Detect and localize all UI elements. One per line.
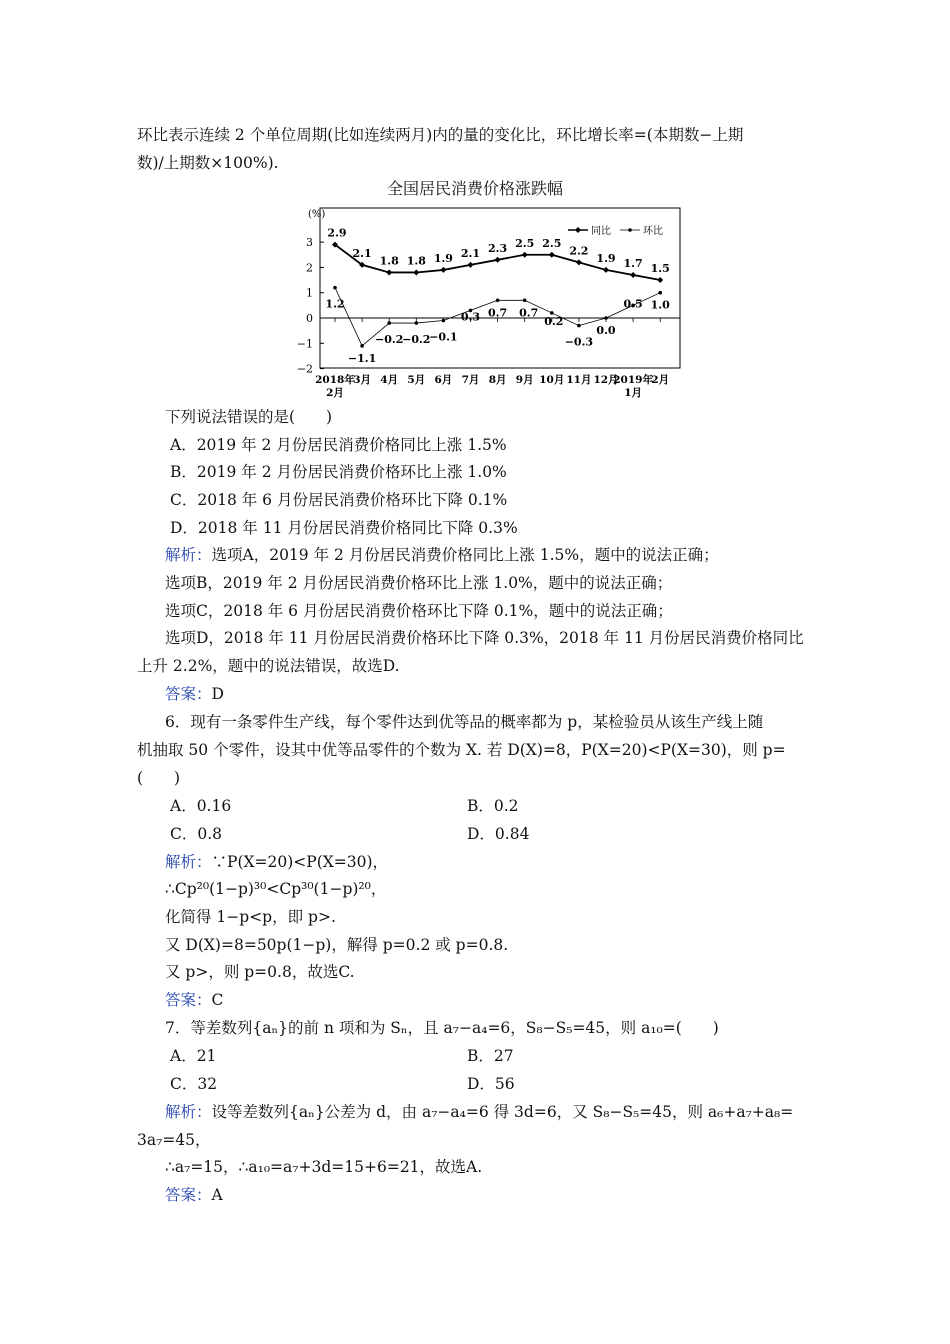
q7-analysis-text-1: 设等差数列{aₙ}公差为 d，由 a₇−a₄=6 得 3d=6，又 S₈−S₅=45，则 a₆+a₇+a₈= [211,1103,794,1121]
q5-analysis-3: 选项C，2018 年 6 月份居民消费价格环比下降 0.1%，题中的说法正确； [165,602,673,620]
series-yoy-data-label: 2.5 [542,236,562,250]
series-mom-point [577,324,581,328]
series-mom-data-label: −1.1 [347,351,377,365]
q7-analysis-3: ∴a₇=15，∴a₁₀=a₇+3d=15+6=21，故选A. [165,1158,483,1176]
q6-analysis-4: 又 D(X)=8=50p(1−p)，解得 p=0.2 或 p=0.8. [165,936,509,954]
series-mom-data-label: 0.3 [460,310,481,324]
x-tick-label: 3月 [353,374,372,386]
q5-answer-label: 答案： [165,685,212,703]
q6-option-d: D．0.84 [467,825,530,843]
series-mom-data-label: 0.2 [544,314,564,328]
q7-option-c: C．32 [170,1075,218,1093]
q7-answer-label: 答案： [165,1186,212,1204]
series-yoy-point [630,272,636,278]
q7-answer-value: A [211,1186,223,1204]
q6-option-a: A．0.16 [170,797,232,815]
q5-analysis-4: 选项D，2018 年 11 月份居民消费价格环比下降 0.3%，2018 年 11 月份居民消费价格同比 [165,629,804,647]
plot-frame [320,208,680,368]
q6-line-1: 6．现有一条零件生产线，每个零件达到优等品的概率都为 p，某检验员从该生产线上随 [165,713,764,731]
y-tick-label: 0 [306,312,313,325]
series-mom-data-label: 1.2 [325,297,345,311]
series-yoy-data-label: 2.1 [352,246,372,260]
series-yoy-data-label: 1.5 [650,262,670,276]
x-tick-label: 9月 [515,374,534,386]
series-yoy-point [522,252,528,258]
q6-analysis-text-1: ∵P(X=20)<P(X=30)， [211,853,389,871]
q6-option-b: B．0.2 [467,797,519,815]
series-yoy-data-label: 1.9 [433,251,453,265]
series-yoy-data-label: 1.9 [596,251,616,265]
q6-answer [165,989,223,1011]
q6-analysis-1 [165,851,388,873]
legend-mom-label: 环比 [643,226,663,237]
q5-analysis-text-1: 选项A，2019 年 2 月份居民消费价格同比上涨 1.5%，题中的说法正确； [211,546,719,564]
series-yoy-point [413,269,419,275]
series-yoy-point [468,262,474,268]
series-yoy-point [495,257,501,263]
x-tick-label: 2018年 [315,374,355,386]
series-mom-point [658,291,662,295]
intro-line-1: 环比表示连续 2 个单位周期(比如连续两月)内的量的变化比，环比增长率=(本期数−上期 [137,126,744,144]
series-yoy-point [440,267,446,273]
legend-mom-marker [628,228,632,232]
x-tick-label: 4月 [380,374,399,386]
q7-option-a: A．21 [170,1047,217,1065]
series-yoy-point [386,269,392,275]
legend-yoy-marker [575,227,581,233]
series-mom-data-label: 0.7 [488,306,508,320]
y-tick-label: 2 [306,261,313,275]
series-mom-data-label: 0.5 [623,297,643,311]
series-yoy-data-label: 1.8 [379,254,399,268]
y-axis-label: (%) [308,209,326,220]
y-tick-label: 3 [306,236,313,250]
q7-analysis-label: 解析： [165,1103,212,1121]
q5-option-c: C．2018 年 6 月份居民消费价格环比下降 0.1% [170,491,508,509]
series-mom-data-label: −0.2 [402,333,431,347]
series-mom-data-label: 0.7 [519,306,539,320]
series-yoy-data-label: 2.2 [569,244,589,258]
x-tick-label: 10月 [539,374,565,386]
y-tick-label: 1 [306,286,313,300]
x-tick-label: 5月 [407,374,426,386]
cpi-line-chart [0,0,950,410]
q6-answer-value: C [211,991,224,1009]
x-tick-label: 7月 [461,374,480,386]
q7-line-1: 7．等差数列{aₙ}的前 n 项和为 Sₙ，且 a₇−a₄=6，S₈−S₅=45，则 a₁₀=( ) [165,1019,719,1037]
q5-option-b: B．2019 年 2 月份居民消费价格环比上涨 1.0% [170,463,507,481]
q5-option-a: A．2019 年 2 月份居民消费价格同比上涨 1.5% [170,436,507,454]
q6-analysis-3: 化简得 1−p<p，即 p>. [165,908,336,926]
x-tick-label: 12月 [593,374,619,386]
q7-answer [165,1184,223,1206]
x-tick-label: 2月 [651,374,670,386]
y-tick-label: −2 [296,362,313,376]
series-mom-point [360,344,364,348]
series-mom-point [333,286,337,290]
q5-analysis-5: 上升 2.2%，题中的说法错误，故选D. [137,657,400,675]
chart-title: 全国居民消费价格涨跌幅 [386,179,563,198]
q6-analysis-2: ∴Cp²⁰(1−p)³⁰<Cp³⁰(1−p)²⁰， [165,880,387,898]
q7-option-d: D．56 [467,1075,515,1093]
q5-analysis-2: 选项B，2019 年 2 月份居民消费价格环比上涨 1.0%，题中的说法正确； [165,574,673,592]
q6-analysis-5: 又 p>，则 p=0.8，故选C. [165,963,355,981]
series-yoy-data-label: 1.8 [406,254,426,268]
q7-analysis-2: 3a₇=45， [137,1131,211,1149]
q5-answer-value: D [211,685,224,703]
q6-analysis-label: 解析： [165,853,212,871]
x-tick-label: 2019年 [613,374,653,386]
q5-option-d: D．2018 年 11 月份居民消费价格同比下降 0.3% [170,519,518,537]
series-mom-data-label: 0.0 [596,324,616,337]
q6-answer-label: 答案： [165,991,212,1009]
series-mom-point [523,298,527,302]
q6-option-c: C．0.8 [170,825,223,843]
series-layer [325,227,670,365]
q7-analysis-1 [165,1101,793,1123]
x-tick-label: 11月 [566,374,592,386]
intro-line-2: 数)/上期数×100%). [137,154,279,172]
series-mom-data-label: −0.1 [429,330,458,344]
q5-analysis-label: 解析： [165,546,212,564]
series-yoy-data-label: 2.9 [327,226,347,240]
q5-analysis-1 [165,544,719,566]
series-yoy-data-label: 2.1 [460,246,481,260]
x-tick-label: 8月 [488,374,507,386]
series-mom-data-label: −0.2 [375,333,404,347]
series-yoy-point [657,277,663,283]
series-mom-data-label: 1.0 [650,298,670,312]
series-yoy-data-label: 2.5 [515,236,535,250]
q6-line-2: 机抽取 50 个零件，设其中优等品零件的个数为 X. 若 D(X)=8，P(X=20)<P(X=30)，则 p= [137,741,786,759]
x-tick-label-line2: 2月 [326,387,344,399]
legend-yoy-label: 同比 [591,226,611,237]
q5-answer [165,683,224,705]
x-tick-label-line2: 1月 [624,387,643,399]
q6-line-3: ( ) [137,769,181,787]
q5-stem: 下列说法错误的是( ) [165,408,333,426]
y-tick-label: −1 [296,337,313,351]
series-yoy-data-label: 2.3 [488,241,508,255]
q7-option-b: B．27 [467,1047,514,1065]
series-mom-data-label: −0.3 [564,335,594,349]
legend [568,224,663,237]
series-yoy-point [549,252,555,258]
series-yoy-point [576,259,582,265]
series-yoy-data-label: 1.7 [623,256,643,270]
x-tick-label: 6月 [434,374,453,386]
series-yoy-point [603,267,609,273]
series-mom-point [496,298,500,302]
